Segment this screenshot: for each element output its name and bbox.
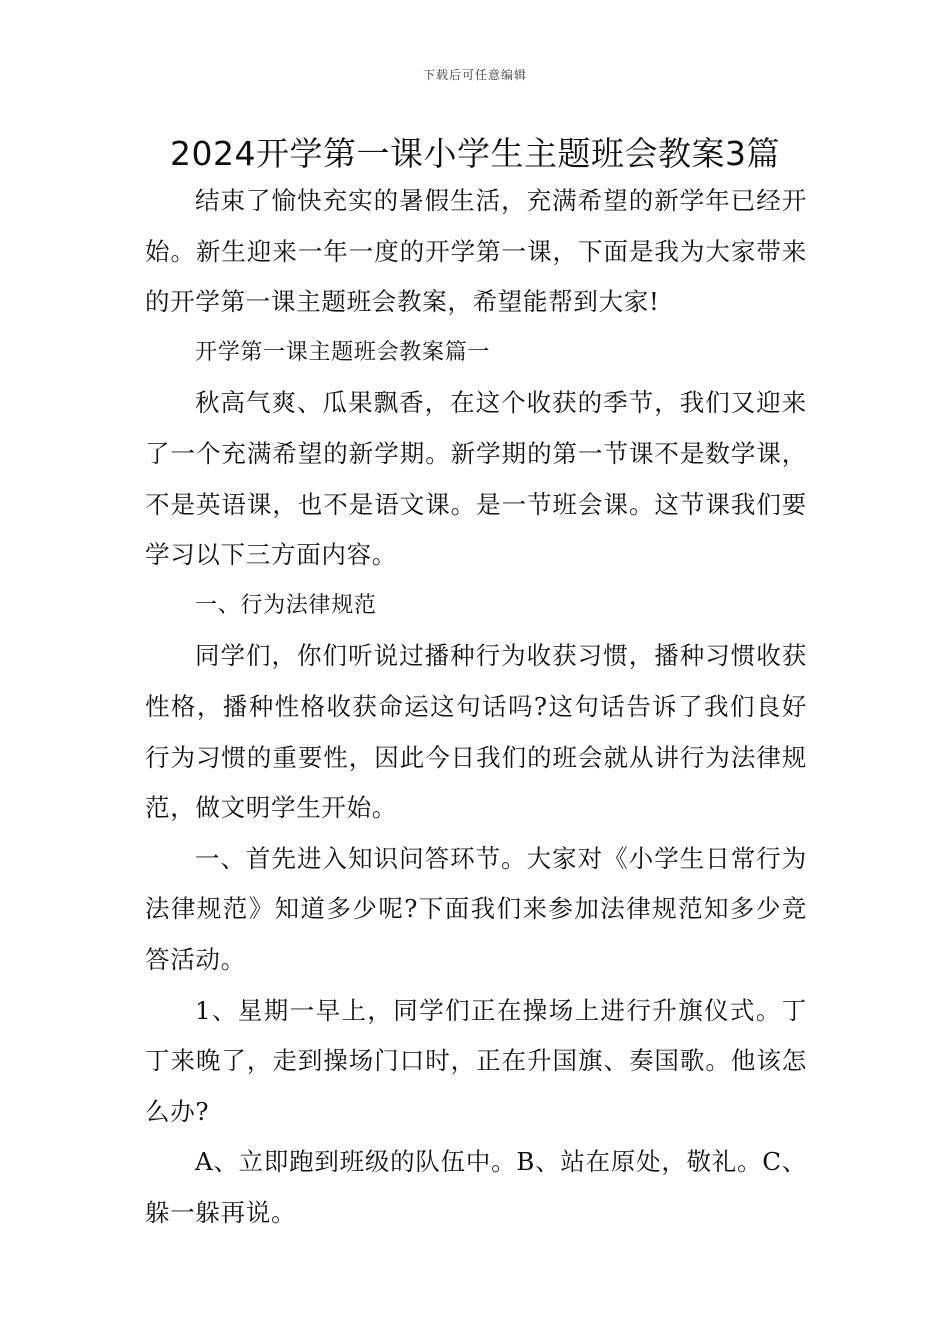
section-heading-part-one: 开学第一课主题班会教案篇一 <box>195 339 491 365</box>
document-body <box>145 176 807 1238</box>
paragraph-question-1: 1、星期一早上，同学们正在操场上进行升旗仪式。丁丁来晚了，走到操场门口时，正在升国旗、奏国歌。他该怎么办? <box>145 995 807 1126</box>
paragraph-quiz-intro: 一、首先进入知识问答环节。大家对《小学生日常行为法律规范》知道多少呢?下面我们来参加法律规范知多少竞答活动。 <box>145 843 807 974</box>
header-note: 下载后可任意编辑 <box>422 68 527 82</box>
paragraph-habits: 同学们，你们听说过播种行为收获习惯，播种习惯收获性格，播种性格收获命运这句话吗?这句话告诉了我们良好行为习惯的重要性，因此今日我们的班会就从讲行为法律规范，做文明学生开始。 <box>145 641 807 823</box>
paragraph-intro: 结束了愉快充实的暑假生活，充满希望的新学年已经开始。新生迎来一年一度的开学第一课，下面是我为大家带来的开学第一课主题班会教案，希望能帮到大家! <box>145 186 807 317</box>
paragraph-opening: 秋高气爽、瓜果飘香，在这个收获的季节，我们又迎来了一个充满希望的新学期。新学期的第一节课不是数学课，不是英语课，也不是语文课。是一节班会课。这节课我们要学习以下三方面内容。 <box>145 388 807 570</box>
section-heading-behavior-norms: 一、行为法律规范 <box>195 592 377 618</box>
document-title: 2024开学第一课小学生主题班会教案3篇 <box>170 134 780 173</box>
paragraph-answer-options: A、立即跑到班级的队伍中。B、站在原处，敬礼。C、躲一躲再说。 <box>145 1147 807 1227</box>
